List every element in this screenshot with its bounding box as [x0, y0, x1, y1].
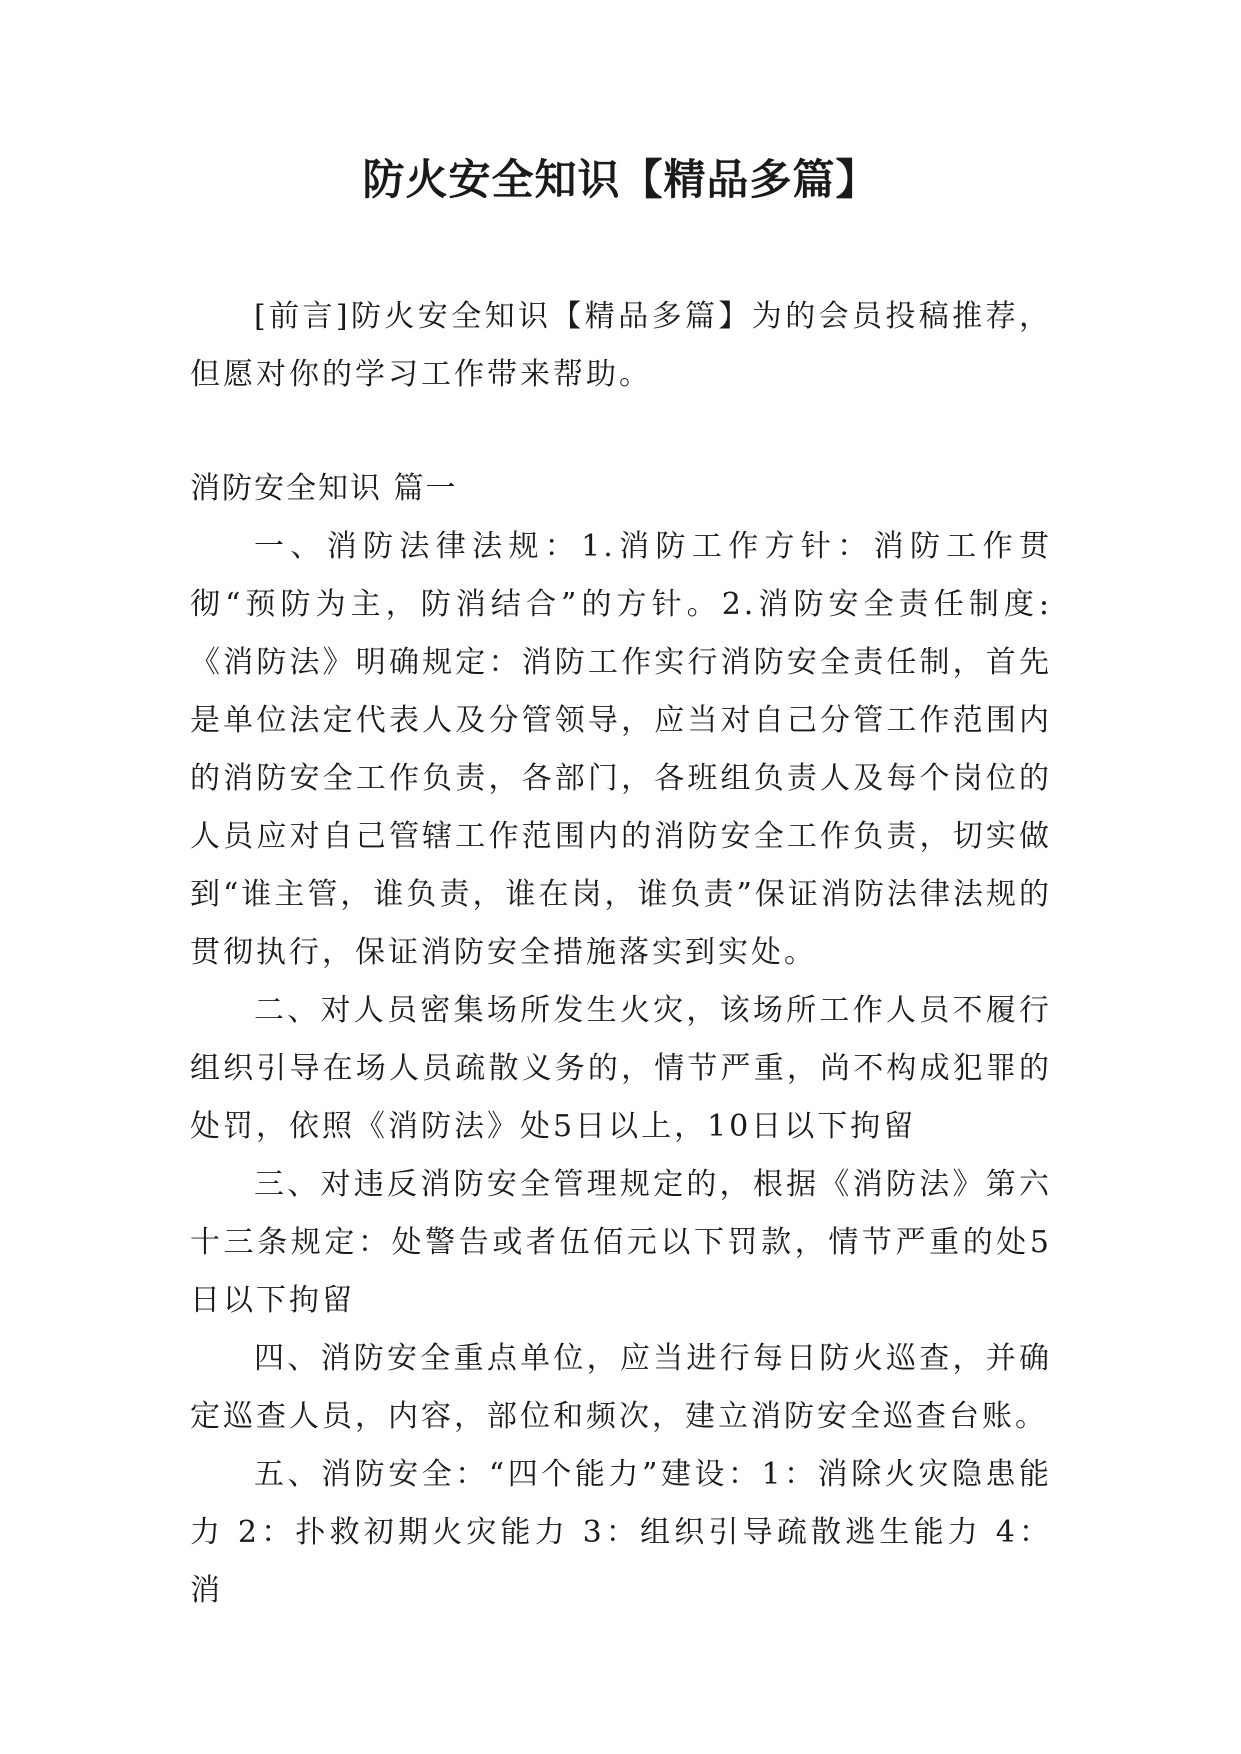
section-heading: 消防安全知识 篇一	[190, 471, 458, 506]
intro-paragraph: [前言]防火安全知识【精品多篇】为的会员投稿推荐，但愿对你的学习工作带来帮助。	[190, 299, 1052, 392]
paragraph-2: 二、对人员密集场所发生火灾，该场所工作人员不履行组织引导在场人员疏散义务的，情节严重，尚不构成犯罪的处罚，依照《消防法》处5日以上，10日以下拘留	[190, 993, 1052, 1144]
paragraph-5: 五、消防安全：“四个能力”建设：1：消除火灾隐患能力 2：扑救初期火灾能力 3：组织引导疏散逃生能力 4：消	[190, 1457, 1052, 1608]
section-one	[190, 460, 1052, 1620]
paragraph-4: 四、消防安全重点单位，应当进行每日防火巡查，并确定巡查人员，内容，部位和频次，建立消防安全巡查台账。	[190, 1341, 1052, 1434]
paragraph-3: 三、对违反消防安全管理规定的，根据《消防法》第六十三条规定：处警告或者伍佰元以下罚款，情节严重的处5日以下拘留	[190, 1167, 1052, 1318]
document-title: 防火安全知识【精品多篇】	[362, 155, 879, 204]
paragraph-1: 一、消防法律法规：1.消防工作方针：消防工作贯彻“预防为主，防消结合”的方针。2.消防安全责任制度:《消防法》明确规定：消防工作实行消防安全责任制，首先是单位法定代表人及分管领导，应当对自己分管工作范围内的消防安全工作负责，各部门，各班组负责人及每个岗位的人员应对自己管辖工作范围内的消防安全工作负责，切实做到“谁主管，谁负责，谁在岗，谁负责”保证消防法律法规的贯彻执行，保证消防安全措施落实到实处。	[190, 529, 1052, 970]
